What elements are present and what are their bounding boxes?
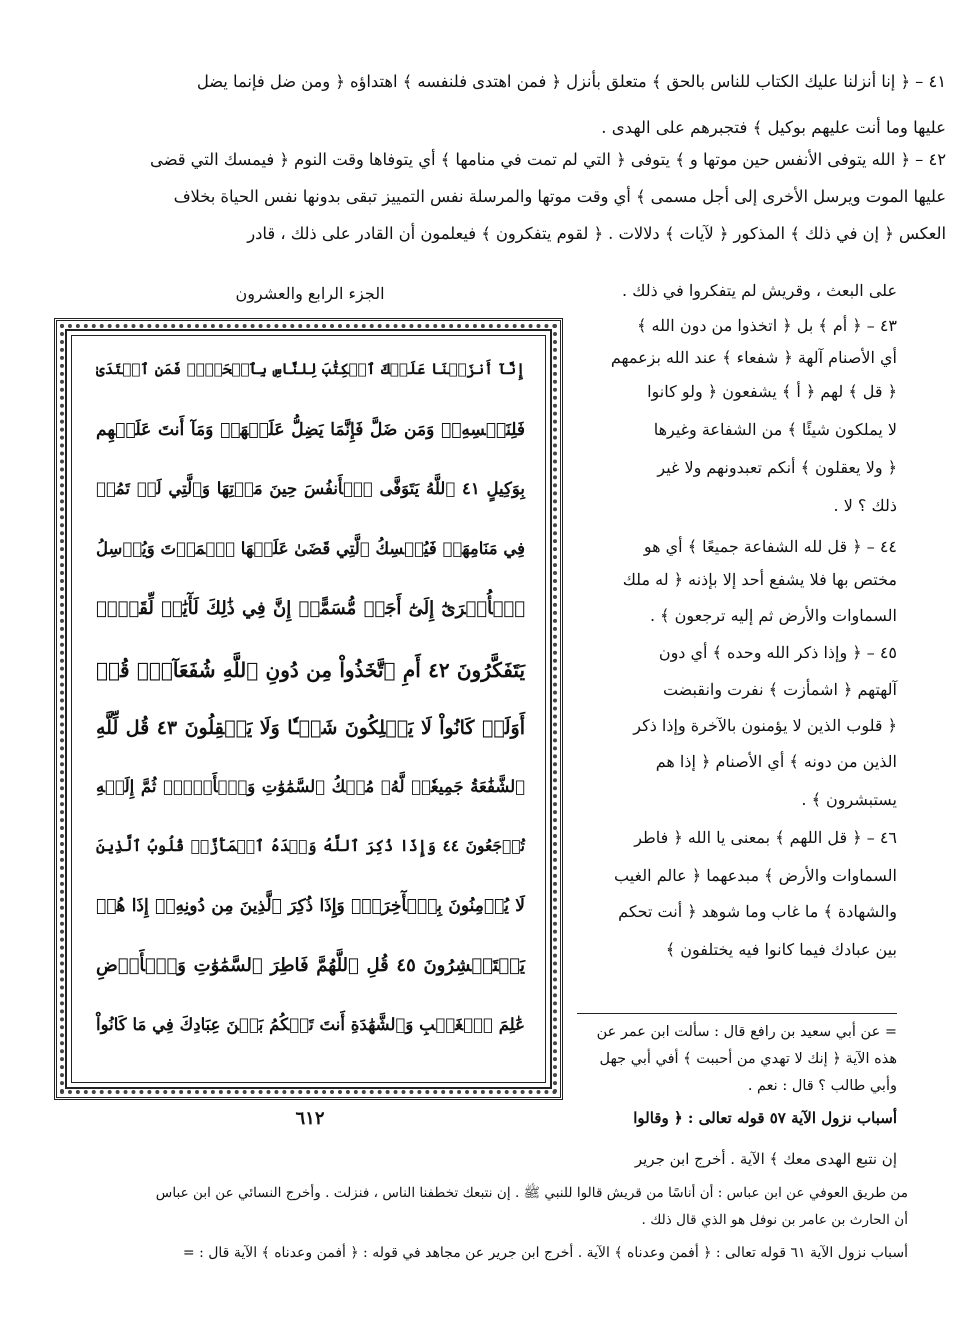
quran-line: ٱلۡأُخۡرَىٰٓ إِلَىٰٓ أَجَلٖ مُّسَمًّىۚ إِنَّ فِي ذَٰلِكَ لَأٓيَٰتٖ لِّقَوۡمٖ xyxy=(96,598,525,619)
commentary-v42-line2: عليها الموت ويرسل الأخرى إلى أجل مسمى ﴾ أي وقت موتها والمرسلة نفس التمييز تبقى بدونها نفس الحياة بخلاف xyxy=(173,187,946,206)
commentary-v46-line3: والشهادة ﴾ ما غاب وما شوهد ﴿ أنت تحكم xyxy=(618,902,897,921)
asbab-v61: أسباب نزول الآية ٦١ قوله تعالى : ﴿ أفمن وعدناه ﴾ الآية . أخرج ابن جرير عن مجاهد في قوله : ﴿ أفمن وعدناه ﴾ الآية قال : = xyxy=(182,1245,908,1261)
footnote-line2: هذه الآية ﴿ إنك لا تهدي من أحببت ﴾ أفي أبي جهل xyxy=(599,1051,897,1067)
commentary-v43-line5: ﴿ ولا يعقلون ﴾ أنكم تعبدونهم ولا غير xyxy=(657,458,897,477)
quran-line: إِنَّآ أَنزَلۡنَا عَلَيۡكَ ٱلۡكِتَٰبَ لِلنَّاسِ بِٱلۡحَقِّۖ فَمَنِ ٱهۡتَدَىٰ xyxy=(96,360,525,378)
commentary-v44-line2: مختص بها فلا يشفع أحد إلا بإذنه ﴿ له ملك xyxy=(622,570,897,589)
quran-line: أَوَلَوۡ كَانُواْ لَا يَمۡلِكُونَ شَيۡـٔٗا وَلَا يَعۡقِلُونَ ٤٣ قُل لِّلَّهِ xyxy=(96,717,525,739)
asbab-v57-line2: إن نتبع الهدى معك ﴾ الآية . أخرج ابن جرير xyxy=(634,1150,897,1168)
quran-line: فَلِنَفۡسِهِۦۖ وَمَن ضَلَّ فَإِنَّمَا يَضِلُّ عَلَيۡهَاۖ وَمَآ أَنتَ عَلَيۡهِم xyxy=(96,419,525,440)
footnote-line3: وأبي طالب ؟ قال : نعم . xyxy=(747,1078,897,1094)
commentary-v41-line1: ٤١ – ﴿ إنا أنزلنا عليك الكتاب للناس بالحق ﴾ متعلق بأنزل ﴿ فمن اهتدى فلنفسه ﴾ اهتداؤه ﴿ ومن ضل فإنما يضل xyxy=(196,72,946,91)
commentary-v41-line2: عليها وما أنت عليهم بوكيل ﴾ فتجبرهم على الهدى . xyxy=(601,118,946,137)
quran-line: يَتَفَكَّرُونَ ٤٢ أَمِ ٱتَّخَذُواْ مِن دُونِ ٱللَّهِ شُفَعَآءَۚ قُلۡ xyxy=(96,657,526,682)
commentary-v43-line4: لا يملكون شيئًا ﴾ من الشفاعة وغيرها xyxy=(653,420,897,439)
commentary-v44-line3: السماوات والأرض ثم إليه ترجعون ﴾ . xyxy=(649,606,897,625)
commentary-v46-line2: السماوات والأرض ﴾ مبدعهما ﴿ عالم الغيب xyxy=(614,866,897,885)
commentary-v45-line3: ﴿ قلوب الذين لا يؤمنون بالآخرة وإذا ذكر xyxy=(633,716,897,735)
quran-line: تُرۡجَعُونَ ٤٤ وَإِذَا ذُكِرَ ٱللَّهُ وَحۡدَهُ ٱشۡمَأَزَّتۡ قُلُوبُ ٱلَّذِينَ xyxy=(96,836,525,855)
quran-line: بِوَكِيلٍ ٤١ ٱللَّهُ يَتَوَفَّى ٱلۡأَنفُسَ حِينَ مَوۡتِهَا وَٱلَّتِي لَمۡ تَمُتۡ xyxy=(96,479,525,498)
quran-line: لَا يُؤۡمِنُونَ بِٱلۡأٓخِرَةِۖ وَإِذَا ذُكِرَ ٱلَّذِينَ مِن دُونِهِۦٓ إِذَا هُمۡ xyxy=(96,895,525,916)
quran-line: ٱلشَّفَٰعَةُ جَمِيعٗاۖ لَّهُۥ مُلۡكُ ٱلسَّمَٰوَٰتِ وَٱلۡأَرۡضِۖ ثُمَّ إِلَيۡهِ xyxy=(96,776,525,796)
asbab-v57-line3: من طريق العوفي عن ابن عباس : أن أناسًا من قريش قالوا للنبي ﷺ . إن نتبعك تخطفنا الناس ، فنزلت . وأخرج النسائي عن ابن عباس xyxy=(155,1185,908,1201)
commentary-v43-line2: أي الأصنام آلهة ﴿ شفعاء ﴾ عند الله بزعمهم xyxy=(610,348,897,367)
commentary-v42-line3: العكس ﴿ إن في ذلك ﴾ المذكور ﴿ لآيات ﴾ دلالات . ﴿ لقوم يتفكرون ﴾ فيعلمون أن القادر على ذلك ، قادر xyxy=(247,224,946,243)
quran-line: فِي مَنَامِهَاۖ فَيُمۡسِكُ ٱلَّتِي قَضَىٰ عَلَيۡهَا ٱلۡمَوۡتَ وَيُرۡسِلُ xyxy=(96,538,525,558)
quran-line: عَٰلِمَ ٱلۡغَيۡبِ وَٱلشَّهَٰدَةِ أَنتَ تَحۡكُمُ بَيۡنَ عِبَادِكَ فِي مَا كَانُواْ xyxy=(96,1014,525,1034)
asbab-v57-line4: أن الحارث بن عامر بن نوفل هو الذي قال ذلك . xyxy=(641,1212,908,1228)
commentary-v45-line5: يستبشرون ﴾ . xyxy=(801,790,897,809)
page-number: ٦١٢ xyxy=(295,1108,325,1129)
commentary-v46-line1: ٤٦ – ﴿ قل اللهم ﴾ بمعنى يا الله ﴿ فاطر xyxy=(634,828,897,847)
quran-line: يَسۡتَبۡشِرُونَ ٤٥ قُلِ ٱللَّهُمَّ فَاطِرَ ٱلسَّمَٰوَٰتِ وَٱلۡأَرۡضِ xyxy=(96,955,525,976)
commentary-v43-line1: ٤٣ – ﴿ أم ﴾ بل ﴿ اتخذوا من دون الله ﴾ xyxy=(637,316,897,335)
footnote-line1: = عن أبي سعيد بن رافع قال : سألت ابن عمر عن xyxy=(596,1024,897,1040)
commentary-v44-line1: ٤٤ – ﴿ قل لله الشفاعة جميعًا ﴾ أي هو xyxy=(643,537,897,556)
running-header: الجزء الرابع والعشرون xyxy=(235,284,385,303)
commentary-v46-line4: بين عبادك فيما كانوا فيه يختلفون ﴾ xyxy=(665,940,897,959)
commentary-v45-line2: آلهتهم ﴿ اشمأزت ﴾ نفرت وانقبضت xyxy=(662,680,897,699)
commentary-v45-line1: ٤٥ – ﴿ وإذا ذكر الله وحده ﴾ أي دون xyxy=(658,643,897,662)
commentary-v43-line6: ذلك ؟ لا . xyxy=(833,496,897,515)
commentary-v43-line3: ﴿ قل ﴾ لهم ﴿ أ ﴾ يشفعون ﴿ ولو كانوا xyxy=(647,382,897,401)
footnote-divider xyxy=(577,1013,897,1014)
commentary-v42-line1: ٤٢ – ﴿ الله يتوفى الأنفس حين موتها و ﴾ يتوفى ﴿ التي لم تمت في منامها ﴾ أي يتوفاها وقت النوم ﴿ فيمسك التي قضى xyxy=(150,150,946,169)
asbab-v57-line1: أسباب نزول الآية ٥٧ قوله تعالى : ﴿ وقالوا xyxy=(633,1109,897,1127)
commentary-v45-line4: الذين من دونه ﴾ أي الأصنام ﴿ إذا هم xyxy=(655,752,897,771)
commentary-v42-line4: على البعث ، وقريش لم يتفكروا في ذلك . xyxy=(622,281,897,300)
